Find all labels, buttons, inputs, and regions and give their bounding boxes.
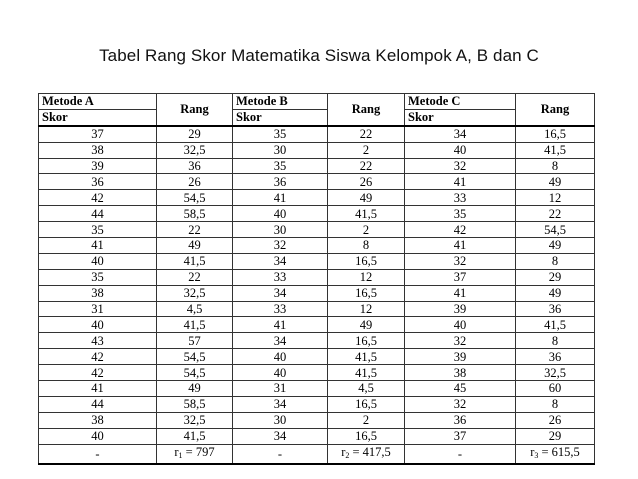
cell-skor-a: 42 xyxy=(39,365,157,381)
cell-rang-b: 12 xyxy=(328,301,405,317)
cell-skor-a: 41 xyxy=(39,238,157,254)
cell-skor-a: 44 xyxy=(39,396,157,412)
cell-skor-b: 30 xyxy=(233,412,328,428)
cell-skor-c: 33 xyxy=(405,190,516,206)
header-row-groups xyxy=(39,94,595,110)
cell-rang-a: 49 xyxy=(157,238,233,254)
cell-skor-a: 43 xyxy=(39,333,157,349)
table-body xyxy=(39,126,595,444)
cell-rang-b: 16,5 xyxy=(328,333,405,349)
cell-rang-c: 8 xyxy=(516,253,595,269)
cell-rang-a: 32,5 xyxy=(157,285,233,301)
cell-rang-b: 26 xyxy=(328,174,405,190)
rank-table-container xyxy=(38,93,594,465)
cell-skor-b: 40 xyxy=(233,349,328,365)
header-rang-c: Rang xyxy=(516,94,595,126)
table-row xyxy=(39,142,595,158)
cell-rang-a: 22 xyxy=(157,222,233,238)
cell-skor-a: 38 xyxy=(39,412,157,428)
total-dash-b: - xyxy=(233,444,328,464)
cell-skor-b: 34 xyxy=(233,428,328,444)
table-row xyxy=(39,301,595,317)
cell-skor-a: 40 xyxy=(39,253,157,269)
cell-rang-a: 57 xyxy=(157,333,233,349)
cell-rang-a: 58,5 xyxy=(157,206,233,222)
table-row xyxy=(39,269,595,285)
cell-rang-c: 60 xyxy=(516,381,595,397)
cell-skor-a: 40 xyxy=(39,317,157,333)
cell-skor-b: 31 xyxy=(233,381,328,397)
cell-skor-b: 36 xyxy=(233,174,328,190)
header-rang-a: Rang xyxy=(157,94,233,126)
cell-skor-a: 42 xyxy=(39,190,157,206)
cell-skor-c: 40 xyxy=(405,142,516,158)
cell-rang-b: 2 xyxy=(328,222,405,238)
cell-rang-b: 41,5 xyxy=(328,206,405,222)
cell-rang-c: 8 xyxy=(516,396,595,412)
table-row xyxy=(39,126,595,142)
cell-skor-c: 41 xyxy=(405,285,516,301)
cell-rang-b: 22 xyxy=(328,126,405,142)
cell-rang-a: 32,5 xyxy=(157,412,233,428)
cell-skor-c: 32 xyxy=(405,333,516,349)
rank-table xyxy=(38,93,595,465)
totals-row xyxy=(39,444,595,464)
cell-skor-a: 38 xyxy=(39,142,157,158)
cell-skor-c: 37 xyxy=(405,269,516,285)
cell-skor-a: 37 xyxy=(39,126,157,142)
cell-skor-b: 34 xyxy=(233,396,328,412)
cell-rang-b: 8 xyxy=(328,238,405,254)
cell-skor-b: 41 xyxy=(233,317,328,333)
cell-skor-b: 40 xyxy=(233,206,328,222)
cell-skor-c: 40 xyxy=(405,317,516,333)
table-row xyxy=(39,253,595,269)
table-row xyxy=(39,317,595,333)
cell-skor-a: 42 xyxy=(39,349,157,365)
cell-rang-c: 54,5 xyxy=(516,222,595,238)
cell-rang-c: 36 xyxy=(516,349,595,365)
cell-rang-b: 22 xyxy=(328,158,405,174)
cell-skor-b: 34 xyxy=(233,333,328,349)
cell-rang-c: 49 xyxy=(516,174,595,190)
cell-rang-b: 49 xyxy=(328,190,405,206)
header-skor-b: Skor xyxy=(233,109,328,125)
cell-skor-c: 35 xyxy=(405,206,516,222)
cell-rang-b: 4,5 xyxy=(328,381,405,397)
cell-rang-a: 41,5 xyxy=(157,317,233,333)
cell-rang-c: 8 xyxy=(516,158,595,174)
cell-rang-c: 29 xyxy=(516,269,595,285)
cell-skor-b: 32 xyxy=(233,238,328,254)
cell-rang-c: 49 xyxy=(516,238,595,254)
total-dash-a: - xyxy=(39,444,157,464)
cell-rang-a: 54,5 xyxy=(157,349,233,365)
cell-skor-c: 41 xyxy=(405,174,516,190)
total-rank-b: $r_2 = 417,5$ xyxy=(328,444,405,464)
table-row xyxy=(39,365,595,381)
header-group-b: Metode B xyxy=(233,94,328,110)
cell-rang-b: 16,5 xyxy=(328,396,405,412)
table-row xyxy=(39,190,595,206)
cell-skor-c: 32 xyxy=(405,396,516,412)
cell-rang-b: 2 xyxy=(328,142,405,158)
cell-rang-c: 22 xyxy=(516,206,595,222)
total-rank-c: $r_3 = 615,5$ xyxy=(516,444,595,464)
total-dash-c: - xyxy=(405,444,516,464)
cell-skor-b: 34 xyxy=(233,285,328,301)
cell-rang-a: 22 xyxy=(157,269,233,285)
cell-rang-c: 29 xyxy=(516,428,595,444)
cell-rang-c: 32,5 xyxy=(516,365,595,381)
cell-rang-a: 26 xyxy=(157,174,233,190)
cell-skor-c: 42 xyxy=(405,222,516,238)
cell-skor-c: 45 xyxy=(405,381,516,397)
header-group-a: Metode A xyxy=(39,94,157,110)
cell-skor-b: 35 xyxy=(233,126,328,142)
cell-rang-b: 16,5 xyxy=(328,285,405,301)
cell-rang-c: 16,5 xyxy=(516,126,595,142)
cell-rang-a: 41,5 xyxy=(157,428,233,444)
cell-skor-c: 39 xyxy=(405,349,516,365)
table-row xyxy=(39,285,595,301)
cell-skor-c: 38 xyxy=(405,365,516,381)
cell-rang-a: 4,5 xyxy=(157,301,233,317)
cell-skor-b: 33 xyxy=(233,269,328,285)
cell-rang-b: 12 xyxy=(328,269,405,285)
cell-rang-b: 2 xyxy=(328,412,405,428)
cell-rang-c: 12 xyxy=(516,190,595,206)
cell-skor-a: 39 xyxy=(39,158,157,174)
cell-skor-a: 38 xyxy=(39,285,157,301)
cell-skor-c: 41 xyxy=(405,238,516,254)
cell-skor-c: 32 xyxy=(405,158,516,174)
cell-rang-a: 29 xyxy=(157,126,233,142)
cell-rang-c: 8 xyxy=(516,333,595,349)
cell-skor-a: 35 xyxy=(39,222,157,238)
cell-rang-b: 16,5 xyxy=(328,428,405,444)
header-row-skor xyxy=(39,109,595,125)
cell-skor-b: 34 xyxy=(233,253,328,269)
cell-rang-c: 36 xyxy=(516,301,595,317)
table-row xyxy=(39,333,595,349)
cell-skor-a: 35 xyxy=(39,269,157,285)
cell-skor-c: 39 xyxy=(405,301,516,317)
cell-skor-a: 31 xyxy=(39,301,157,317)
cell-skor-a: 44 xyxy=(39,206,157,222)
page-title: Tabel Rang Skor Matematika Siswa Kelompok A, B dan C xyxy=(99,46,539,65)
table-row xyxy=(39,222,595,238)
table-row xyxy=(39,206,595,222)
cell-rang-a: 36 xyxy=(157,158,233,174)
table-row xyxy=(39,396,595,412)
cell-rang-b: 41,5 xyxy=(328,365,405,381)
cell-rang-a: 49 xyxy=(157,381,233,397)
table-row xyxy=(39,174,595,190)
header-rang-b: Rang xyxy=(328,94,405,126)
total-rank-a: $r_1 = 797$ xyxy=(157,444,233,464)
cell-skor-b: 30 xyxy=(233,142,328,158)
cell-rang-c: 41,5 xyxy=(516,142,595,158)
table-row xyxy=(39,412,595,428)
header-group-c: Metode C xyxy=(405,94,516,110)
cell-rang-c: 41,5 xyxy=(516,317,595,333)
cell-skor-c: 32 xyxy=(405,253,516,269)
table-row xyxy=(39,238,595,254)
table-row xyxy=(39,428,595,444)
header-skor-a: Skor xyxy=(39,109,157,125)
cell-rang-a: 54,5 xyxy=(157,365,233,381)
cell-skor-b: 30 xyxy=(233,222,328,238)
cell-skor-b: 33 xyxy=(233,301,328,317)
cell-rang-b: 49 xyxy=(328,317,405,333)
cell-skor-a: 40 xyxy=(39,428,157,444)
table-row xyxy=(39,158,595,174)
cell-skor-b: 41 xyxy=(233,190,328,206)
cell-rang-a: 54,5 xyxy=(157,190,233,206)
header-skor-c: Skor xyxy=(405,109,516,125)
cell-rang-a: 58,5 xyxy=(157,396,233,412)
table-row xyxy=(39,349,595,365)
cell-rang-c: 26 xyxy=(516,412,595,428)
cell-rang-b: 16,5 xyxy=(328,253,405,269)
table-row xyxy=(39,381,595,397)
cell-rang-c: 49 xyxy=(516,285,595,301)
cell-skor-b: 35 xyxy=(233,158,328,174)
cell-skor-a: 41 xyxy=(39,381,157,397)
cell-skor-c: 36 xyxy=(405,412,516,428)
cell-skor-c: 37 xyxy=(405,428,516,444)
cell-rang-a: 41,5 xyxy=(157,253,233,269)
cell-skor-c: 34 xyxy=(405,126,516,142)
cell-rang-a: 32,5 xyxy=(157,142,233,158)
cell-rang-b: 41,5 xyxy=(328,349,405,365)
cell-skor-a: 36 xyxy=(39,174,157,190)
cell-skor-b: 40 xyxy=(233,365,328,381)
